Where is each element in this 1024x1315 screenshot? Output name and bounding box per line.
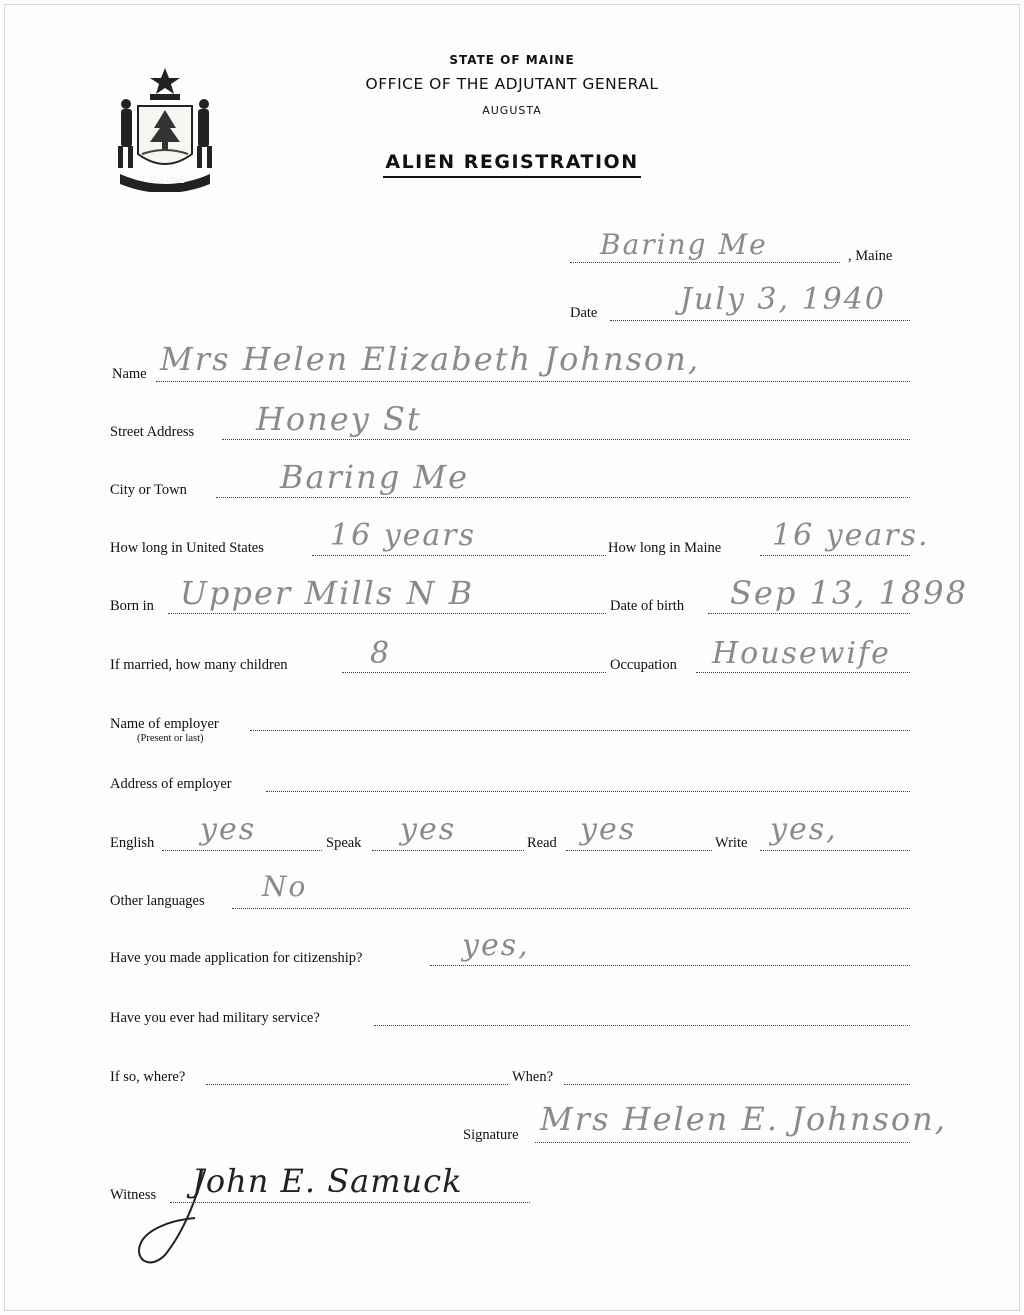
- other-languages-line: [232, 908, 910, 909]
- name-value[interactable]: Mrs Helen Elizabeth Johnson,: [160, 340, 701, 378]
- occupation-label: Occupation: [610, 657, 677, 673]
- born-in-line: [168, 613, 606, 614]
- name-label: Name: [112, 366, 147, 382]
- children-line: [342, 672, 606, 673]
- witness-value[interactable]: John E. Samuck: [192, 1162, 463, 1200]
- how-long-us-value[interactable]: 16 years: [330, 518, 477, 553]
- read-value[interactable]: yes: [580, 812, 637, 847]
- where-line: [206, 1084, 508, 1085]
- employer-name-sublabel: (Present or last): [137, 733, 204, 744]
- dob-value[interactable]: Sep 13, 1898: [730, 574, 969, 612]
- citizenship-line: [430, 965, 910, 966]
- header-state: STATE OF MAINE: [449, 53, 575, 67]
- city-label: City or Town: [110, 482, 187, 498]
- how-long-maine-label: How long in Maine: [608, 540, 722, 556]
- when-line: [564, 1084, 910, 1085]
- location-suffix: , Maine: [848, 248, 893, 264]
- date-value[interactable]: July 3, 1940: [680, 282, 886, 317]
- write-line: [760, 850, 910, 851]
- header-office: OFFICE OF THE ADJUTANT GENERAL: [365, 75, 659, 93]
- citizenship-value[interactable]: yes,: [462, 928, 530, 963]
- where-label: If so, where?: [110, 1069, 186, 1085]
- occupation-line: [696, 672, 910, 673]
- children-value[interactable]: 8: [370, 636, 392, 671]
- signature-value[interactable]: Mrs Helen E. Johnson,: [540, 1100, 947, 1138]
- occupation-value[interactable]: Housewife: [712, 636, 891, 671]
- witness-label: Witness: [110, 1187, 157, 1203]
- employer-name-label: Name of employer: [110, 716, 219, 732]
- how-long-us-label: How long in United States: [110, 540, 264, 556]
- street-line: [222, 439, 910, 440]
- english-label: English: [110, 835, 155, 851]
- signature-label: Signature: [463, 1127, 519, 1143]
- speak-line: [372, 850, 524, 851]
- dob-label: Date of birth: [610, 598, 685, 614]
- read-label: Read: [527, 835, 557, 851]
- city-line: [216, 497, 910, 498]
- form-title-text: ALIEN REGISTRATION: [383, 151, 640, 178]
- write-label: Write: [715, 835, 748, 851]
- how-long-maine-line: [760, 555, 910, 556]
- location-value[interactable]: Baring Me: [600, 228, 768, 261]
- employer-name-line: [250, 730, 910, 731]
- date-label: Date: [570, 305, 598, 321]
- header-city: AUGUSTA: [482, 104, 542, 117]
- other-languages-label: Other languages: [110, 893, 205, 909]
- children-label: If married, how many children: [110, 657, 288, 673]
- date-line: [610, 320, 910, 321]
- born-in-value[interactable]: Upper Mills N B: [180, 574, 475, 612]
- speak-label: Speak: [326, 835, 362, 851]
- citizenship-label: Have you made application for citizenship?: [110, 950, 363, 966]
- read-line: [566, 850, 712, 851]
- name-line: [156, 381, 910, 382]
- speak-value[interactable]: yes: [400, 812, 457, 847]
- english-line: [162, 850, 322, 851]
- employer-address-label: Address of employer: [110, 776, 232, 792]
- street-label: Street Address: [110, 424, 195, 440]
- how-long-maine-value[interactable]: 16 years.: [772, 518, 930, 553]
- when-label: When?: [512, 1069, 554, 1085]
- street-value[interactable]: Honey St: [256, 400, 422, 438]
- born-in-label: Born in: [110, 598, 154, 614]
- how-long-us-line: [312, 555, 606, 556]
- dob-line: [708, 613, 910, 614]
- city-value[interactable]: Baring Me: [280, 458, 470, 496]
- write-value[interactable]: yes,: [770, 812, 838, 847]
- location-line: [570, 262, 840, 263]
- other-languages-value[interactable]: No: [262, 870, 308, 903]
- seal-text: MAINE: [148, 176, 186, 186]
- military-label: Have you ever had military service?: [110, 1010, 320, 1026]
- military-line: [374, 1025, 910, 1026]
- signature-line: [535, 1142, 910, 1143]
- employer-address-line: [266, 791, 910, 792]
- english-value[interactable]: yes: [200, 812, 257, 847]
- form-title: [0, 151, 1024, 178]
